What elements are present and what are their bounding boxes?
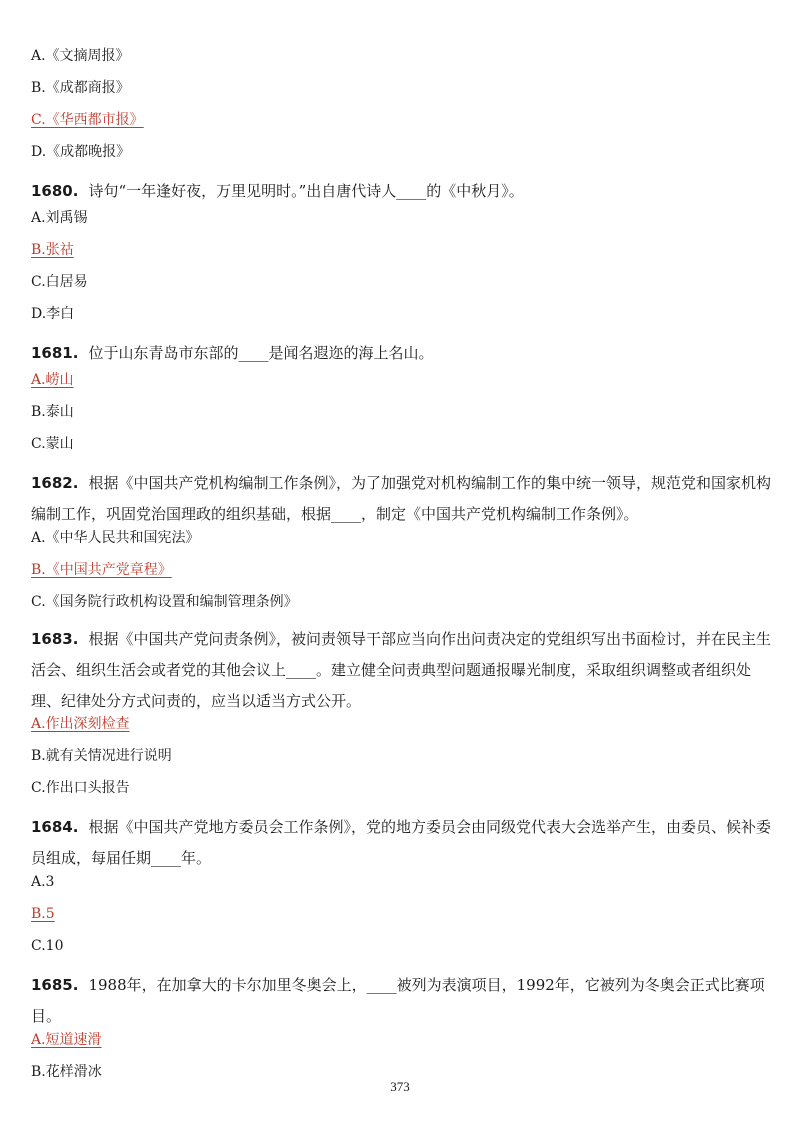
answer-option-correct [31, 904, 55, 924]
option-text: A.《文摘周报》 [31, 48, 130, 64]
question-text: 1988年，在加拿大的卡尔加里冬奥会上，____被列为表演项目，1992年，它被列为冬奥会正式比赛项目。 [31, 976, 765, 1025]
question-number: 1681. [31, 344, 79, 362]
answer-option-correct [31, 1030, 102, 1050]
question-number: 1683. [31, 630, 79, 648]
option-text: B.就有关情况进行说明 [31, 748, 172, 764]
answer-option-correct [31, 370, 74, 390]
question-number: 1685. [31, 976, 79, 994]
option-text: B.《中国共产党章程》 [31, 562, 172, 578]
question-number: 1684. [31, 818, 79, 836]
option-text: A.《中华人民共和国宪法》 [31, 530, 200, 546]
question [31, 970, 773, 1032]
question [31, 468, 773, 530]
option-text: C.10 [31, 938, 64, 954]
option-text: A.3 [31, 874, 55, 890]
question [31, 624, 773, 717]
question [31, 176, 773, 207]
answer-option [31, 746, 172, 766]
option-text: C.作出口头报告 [31, 780, 130, 796]
answer-option [31, 142, 130, 162]
answer-option-correct [31, 714, 130, 734]
answer-option [31, 528, 200, 548]
option-text: D.《成都晚报》 [31, 144, 131, 160]
option-text: B.泰山 [31, 404, 74, 420]
answer-option-correct [31, 560, 172, 580]
option-text: C.《国务院行政机构设置和编制管理条例》 [31, 594, 298, 610]
question-text: 位于山东青岛市东部的____是闻名遐迩的海上名山。 [88, 344, 434, 362]
answer-option-correct [31, 240, 74, 260]
option-text: A.短道速滑 [31, 1032, 102, 1048]
answer-option [31, 872, 54, 892]
question-text: 诗句“一年逢好夜，万里见明时。”出自唐代诗人____的《中秋月》。 [88, 182, 524, 200]
option-text: B.5 [31, 906, 55, 922]
answer-option [31, 402, 74, 422]
option-text: A.作出深刻检查 [31, 716, 130, 732]
question [31, 812, 773, 874]
answer-option [31, 78, 130, 98]
option-text: B.《成都商报》 [31, 80, 130, 96]
answer-option [31, 208, 88, 228]
option-text: D.李白 [31, 306, 75, 322]
question-number: 1682. [31, 474, 79, 492]
answer-option [31, 304, 74, 324]
question-text: 根据《中国共产党地方委员会工作条例》，党的地方委员会由同级党代表大会选举产生，由委员、候补委员组成，每届任期____年。 [31, 818, 771, 867]
answer-option [31, 434, 74, 454]
option-text: A.刘禹锡 [31, 210, 88, 226]
answer-option [31, 778, 130, 798]
answer-option [31, 46, 130, 66]
question-number: 1680. [31, 182, 79, 200]
question-text: 根据《中国共产党机构编制工作条例》，为了加强党对机构编制工作的集中统一领导，规范党和国家机构编制工作，巩固党治国理政的组织基础，根据____，制定《中国共产党机构编制工作条例》。 [31, 474, 771, 523]
answer-option [31, 272, 88, 292]
answer-option-correct [31, 110, 144, 130]
question [31, 338, 773, 369]
option-text: B.张祜 [31, 242, 74, 258]
answer-option [31, 592, 298, 612]
question-text: 根据《中国共产党问责条例》，被问责领导干部应当向作出问责决定的党组织写出书面检讨，并在民主生活会、组织生活会或者党的其他会议上____。建立健全问责典型问题通报曝光制度，采取组织调整或者组织处理、纪律处分方式问责的，应当以适当方式公开。 [31, 630, 771, 710]
option-text: B.花样滑冰 [31, 1064, 102, 1080]
answer-option [31, 936, 63, 956]
page-number: 373 [390, 1079, 410, 1094]
option-text: C.蒙山 [31, 436, 74, 452]
option-text: A.崂山 [31, 372, 74, 388]
option-text: C.《华西都市报》 [31, 112, 144, 128]
option-text: C.白居易 [31, 274, 88, 290]
